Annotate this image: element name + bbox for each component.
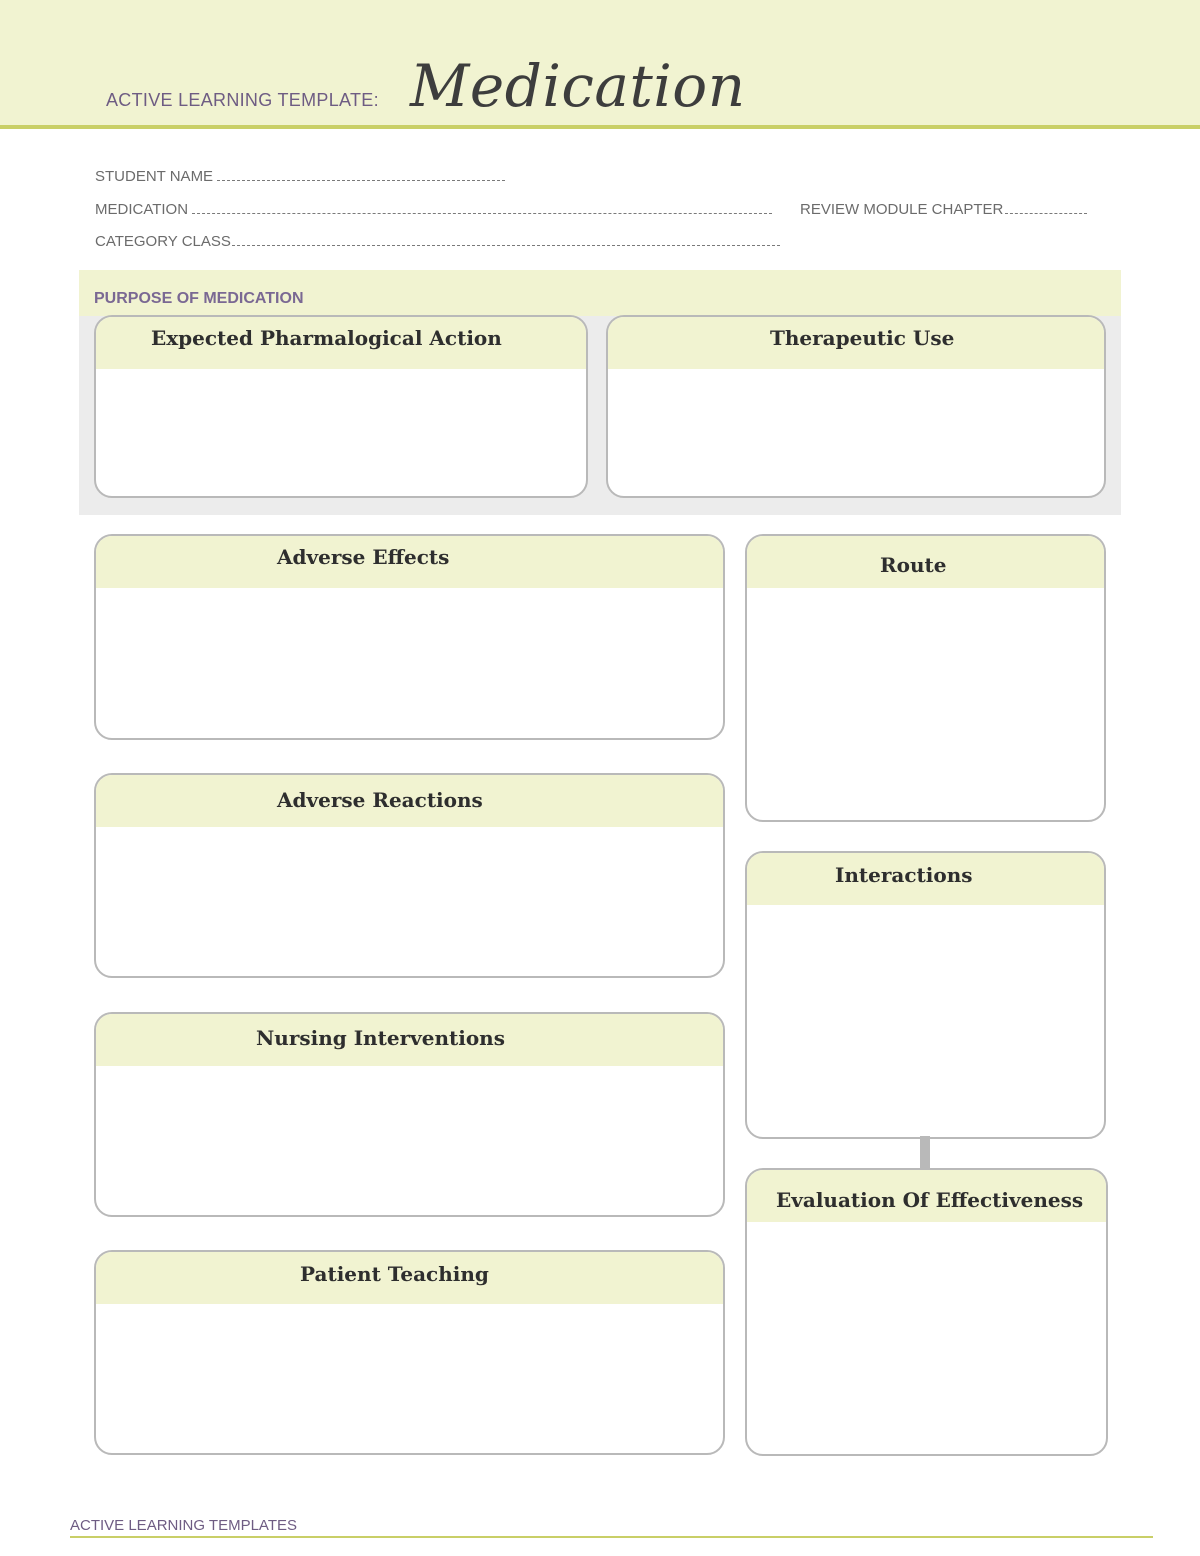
route-input[interactable] — [747, 588, 1104, 820]
category-class-line[interactable] — [232, 233, 780, 246]
box-header — [608, 317, 1104, 369]
box-header — [96, 1252, 723, 1304]
connector-bar — [920, 1136, 930, 1170]
footer-label: ACTIVE LEARNING TEMPLATES — [70, 1517, 297, 1534]
template-title: Medication — [410, 52, 746, 120]
adverse-effects-input[interactable] — [96, 588, 723, 738]
evaluation-of-effectiveness-input[interactable] — [747, 1222, 1106, 1454]
box-title: Interactions — [835, 863, 973, 887]
box-header — [96, 775, 723, 827]
route-box — [745, 534, 1106, 822]
expected-pharmalogical-action-box — [94, 315, 588, 498]
box-title: Route — [880, 553, 947, 577]
review-module-chapter-line[interactable] — [1005, 201, 1087, 214]
box-header — [747, 1170, 1106, 1222]
medication-field[interactable] — [95, 201, 772, 218]
box-title: Adverse Effects — [277, 545, 450, 569]
box-title: Therapeutic Use — [770, 326, 955, 350]
purpose-of-medication-label: PURPOSE OF MEDICATION — [94, 290, 304, 307]
medication-line[interactable] — [192, 201, 772, 214]
box-header — [96, 1014, 723, 1066]
medication-label: MEDICATION — [95, 201, 189, 218]
therapeutic-use-input[interactable] — [608, 369, 1104, 496]
box-title: Expected Pharmalogical Action — [151, 326, 502, 350]
template-label: ACTIVE LEARNING TEMPLATE: — [106, 90, 379, 110]
therapeutic-use-box — [606, 315, 1106, 498]
box-title: Adverse Reactions — [277, 788, 483, 812]
expected-pharmalogical-action-input[interactable] — [96, 369, 586, 496]
category-class-field[interactable] — [95, 233, 780, 250]
box-title: Patient Teaching — [300, 1262, 489, 1286]
review-module-chapter-field[interactable] — [800, 201, 1087, 218]
box-header — [96, 536, 723, 588]
box-title: Evaluation Of Effectiveness — [776, 1188, 1084, 1212]
header-divider — [0, 125, 1200, 129]
box-header — [96, 317, 586, 369]
adverse-effects-box — [94, 534, 725, 740]
box-header — [747, 536, 1104, 588]
box-title: Nursing Interventions — [256, 1026, 505, 1050]
category-class-label: CATEGORY CLASS — [95, 233, 231, 250]
evaluation-of-effectiveness-box — [745, 1168, 1108, 1456]
student-name-label: STUDENT NAME — [95, 168, 214, 185]
review-module-chapter-label: REVIEW MODULE CHAPTER — [800, 201, 1004, 218]
student-name-field[interactable] — [95, 168, 505, 185]
nursing-interventions-box — [94, 1012, 725, 1217]
nursing-interventions-input[interactable] — [96, 1066, 723, 1215]
student-name-line[interactable] — [217, 168, 505, 181]
adverse-reactions-input[interactable] — [96, 827, 723, 976]
interactions-input[interactable] — [747, 905, 1104, 1137]
interactions-box — [745, 851, 1106, 1139]
box-header — [747, 853, 1104, 905]
patient-teaching-input[interactable] — [96, 1304, 723, 1453]
footer-divider — [70, 1536, 1153, 1538]
patient-teaching-box — [94, 1250, 725, 1455]
adverse-reactions-box — [94, 773, 725, 978]
